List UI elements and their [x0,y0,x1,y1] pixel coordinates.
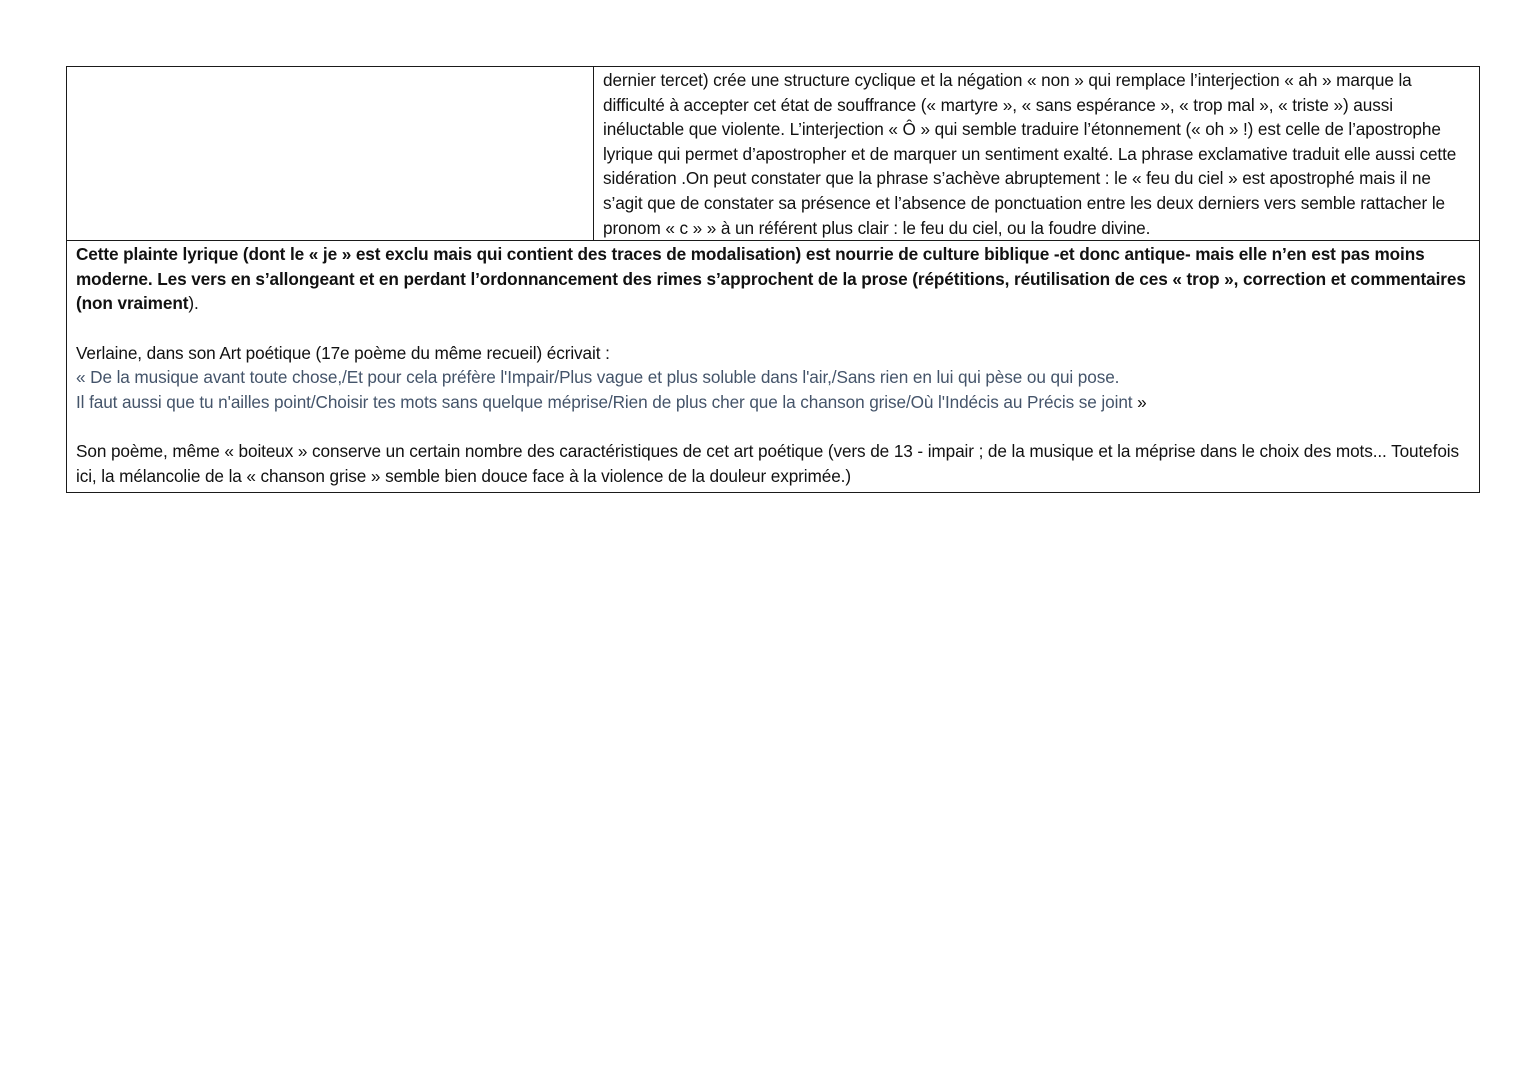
analysis-cell [594,67,1480,241]
verlaine-quote-line-2: Il faut aussi que tu n'ailles point/Choisir tes mots sans quelque méprise/Rien de plus cher que la chanson grise/Où l'Indécis au Précis se joint [76,391,1133,412]
quote-close-mark: » [1132,391,1147,412]
conclusion-paragraph [76,242,1470,316]
conclusion-cell [67,241,1480,493]
conclusion-end-text: ). [188,293,199,314]
conclusion-bold-text: Cette plainte lyrique (dont le « je » est exclu mais qui contient des traces de modalisation) est nourrie de culture biblique -et donc antique- mais elle n’en est pas moins moderne. Les vers en s’allongeant et en perdant l’ordonnancement des rimes s’approchent de la prose (répétitions, réutilisation de ces « trop », correction et commentaires (non vraiment [76,244,1466,314]
final-paragraph: Son poème, même « boiteux » conserve un certain nombre des caractéristiques de cet art poétique (vers de 13 - impair ; de la musique et la méprise dans le choix des mots... Toutefois ici, la mélancolie de la « chanson grise » semble bien douce face à la violence de la douleur exprimée.) [76,440,1459,486]
document-page [66,66,1480,493]
analysis-table [66,66,1480,493]
table-row [67,67,1480,241]
table-row [67,241,1480,493]
empty-left-cell [67,67,594,241]
analysis-text: dernier tercet) crée une structure cyclique et la négation « non » qui remplace l’interjection « ah » marque la difficulté à accepter cet état de souffrance (« martyre », « sans espérance », « trop mal », « triste ») aussi inéluctable que violente. L’interjection « Ô » qui semble traduire l’étonnement (« oh » !) est celle de l’apostrophe lyrique qui permet d’apostropher et de marquer un sentiment exalté. La phrase exclamative traduit elle aussi cette sidération .On peut constater que la phrase s’achève abruptement : le « feu du ciel » est apostrophé mais il ne s’agit que de constater sa présence et l’absence de ponctuation entre les deux derniers vers semble rattacher le pronom « c » » à un référent plus clair : le feu du ciel, ou la foudre divine. [603,70,1457,238]
verlaine-quote-line-2-wrapper [76,390,1470,415]
conclusion-block [67,241,1479,492]
spacer [76,316,1470,341]
spacer [76,414,1470,439]
verlaine-quote-line-1: « De la musique avant toute chose,/Et pour cela préfère l'Impair/Plus vague et plus soluble dans l'air,/Sans rien en lui qui pèse ou qui pose. [76,367,1120,388]
verlaine-intro: Verlaine, dans son Art poétique (17e poème du même recueil) écrivait : [76,342,610,363]
